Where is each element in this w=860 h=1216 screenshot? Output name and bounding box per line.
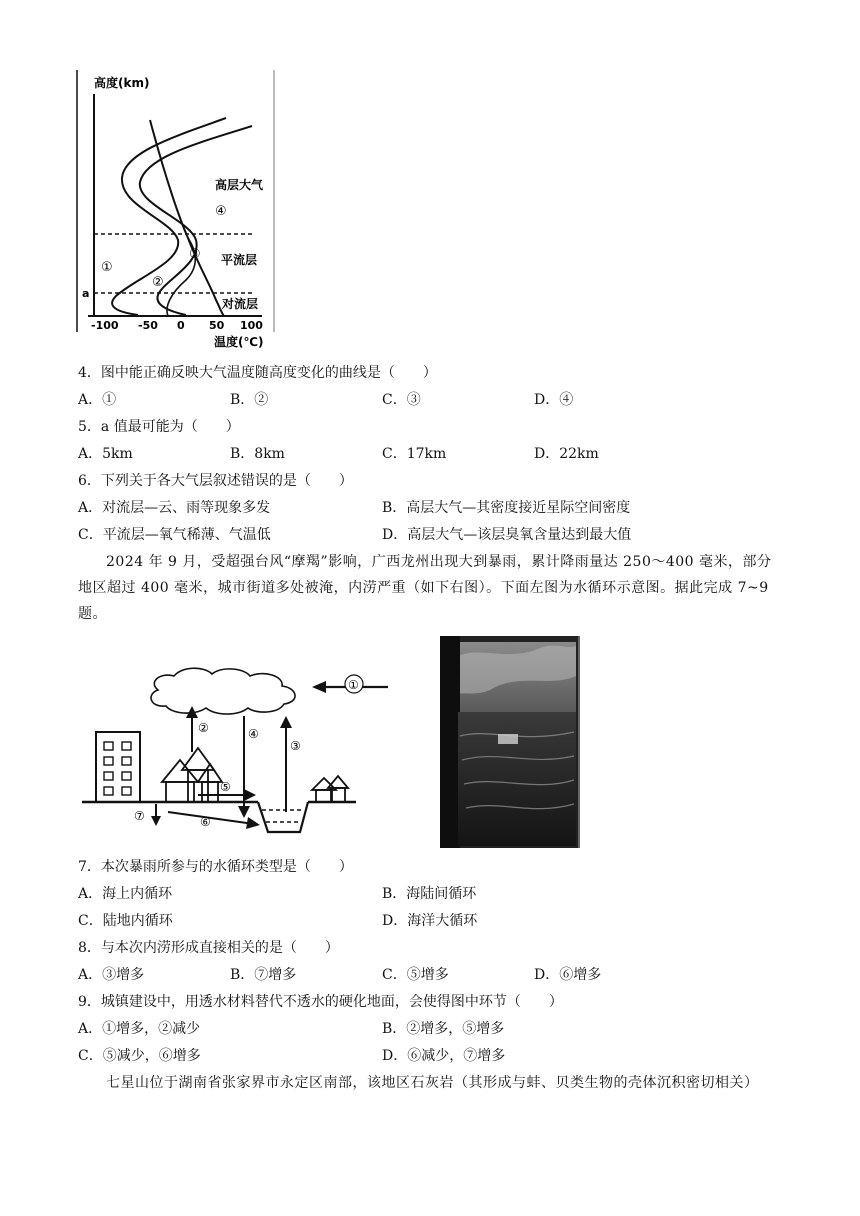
passage-qixingshan: 七星山位于湖南省张家界市永定区南部，该地区石灰岩（其形成与蚌、贝类生物的壳体沉积密切相关） <box>106 1075 759 1091</box>
tick-a-label: a <box>82 287 90 300</box>
q7-option-d: D．海洋大循环 <box>382 913 478 929</box>
passage-typhoon: 2024 年 9 月，受超强台风“摩羯”影响，广西龙州出现大到暴雨，累计降雨量达 250～400 毫米，部分地区超过 400 毫米，城市街道多处被淹，内涝严重（如下右图）。下面左图为水循环示意图。据此完成 7~9 题。 <box>78 554 772 622</box>
layer-label-stratosphere: 平流层 <box>221 253 258 267</box>
arrow-6-head <box>246 817 260 829</box>
arrow-1-head <box>312 681 326 693</box>
layer-label-upper: 高层大气 <box>215 178 264 192</box>
cloud <box>151 668 295 714</box>
curve-label-2: ② <box>152 275 164 290</box>
q9-option-a: A．①增多，②减少 <box>78 1021 201 1037</box>
label-3: ③ <box>290 739 301 753</box>
building-window <box>122 757 131 765</box>
q4-option-c: C．③ <box>382 392 421 408</box>
label-2: ② <box>198 721 209 735</box>
curve-label-1: ① <box>101 260 113 275</box>
label-6: ⑥ <box>200 815 211 829</box>
arrow-5-head <box>244 789 256 801</box>
q8-option-d: D．⑥增多 <box>534 967 602 983</box>
q5-option-d: D．22km <box>534 446 599 462</box>
house-body <box>166 782 194 802</box>
x-tick-label: -50 <box>138 319 158 332</box>
label-5: ⑤ <box>220 780 231 794</box>
arrow-6 <box>168 812 254 824</box>
x-tick-label: 0 <box>177 319 185 332</box>
building-window <box>104 757 113 765</box>
arrow-7-head <box>151 816 161 826</box>
photo-building-left <box>440 636 460 848</box>
q8-stem: 8．与本次内涝形成直接相关的是（ ） <box>78 940 339 956</box>
label-1: ① <box>348 678 359 692</box>
q9-option-b: B．②增多，⑤增多 <box>382 1021 505 1037</box>
q5-stem: 5．a 值最可能为（ ） <box>78 419 240 435</box>
q9-stem: 9．城镇建设中，用透水材料替代不透水的硬化地面，会使得图中环节（ ） <box>78 994 563 1010</box>
atmosphere-chart-svg <box>76 70 276 352</box>
building-window <box>122 772 131 780</box>
curve-label-3: ③ <box>189 247 201 262</box>
q7-option-a: A．海上内循环 <box>78 886 173 902</box>
q6-option-c: C．平流层—氧气稀薄、气温低 <box>78 527 271 543</box>
q7-option-c: C．陆地内循环 <box>78 913 173 929</box>
label-7: ⑦ <box>134 809 145 823</box>
q4-stem: 4．图中能正确反映大气温度随高度变化的曲线是（ ） <box>78 365 437 381</box>
curve-label-4: ④ <box>215 204 227 219</box>
water-body <box>258 802 308 832</box>
building <box>96 732 140 802</box>
label-4: ④ <box>248 727 259 741</box>
building-window <box>104 772 113 780</box>
q6-option-b: B．高层大气—其密度接近星际空间密度 <box>382 500 631 516</box>
building-window <box>104 742 113 750</box>
q7-stem: 7．本次暴雨所参与的水循环类型是（ ） <box>78 859 353 875</box>
photo-border <box>578 636 580 848</box>
q9-option-d: D．⑥减少，⑦增多 <box>382 1048 506 1064</box>
building-window <box>104 787 113 795</box>
q4-option-a: A．① <box>78 392 117 408</box>
house-roof <box>162 760 198 782</box>
q4-option-b: B．② <box>230 392 269 408</box>
q6-stem: 6．下列关于各大气层叙述错误的是（ ） <box>78 473 353 489</box>
building-window <box>122 787 131 795</box>
q4-option-d: D．④ <box>534 392 574 408</box>
q5-option-b: B．8km <box>230 446 285 462</box>
q5-option-a: A．5km <box>78 446 133 462</box>
house-roof <box>198 764 222 782</box>
x-tick-label: -100 <box>91 319 119 332</box>
building-window <box>122 742 131 750</box>
y-axis-label: 高度(km) <box>94 76 150 90</box>
photo-submerged-car <box>498 734 518 744</box>
q6-option-a: A．对流层—云、雨等现象多发 <box>78 500 271 516</box>
q8-option-b: B．⑦增多 <box>230 967 297 983</box>
arrow-3-head <box>280 716 292 728</box>
q5-option-c: C．17km <box>382 446 447 462</box>
q7-option-b: B．海陆间循环 <box>382 886 477 902</box>
q6-option-d: D．高层大气—该层臭氧含量达到最大值 <box>382 527 632 543</box>
house-body <box>316 790 332 802</box>
water-cycle-diagram <box>78 632 438 847</box>
flood-photo <box>440 636 580 848</box>
x-axis-label: 温度(℃) <box>214 335 264 349</box>
q8-option-a: A．③增多 <box>78 967 145 983</box>
q8-option-c: C．⑤增多 <box>382 967 449 983</box>
layer-label-troposphere: 对流层 <box>222 297 259 311</box>
water-cycle-svg <box>78 632 438 847</box>
house-body <box>202 782 218 802</box>
atmosphere-temperature-chart <box>76 70 276 352</box>
x-tick-label: 50 <box>209 319 225 332</box>
arrow-4-head <box>238 806 250 818</box>
photo-floodwater <box>458 712 576 846</box>
x-tick-label: 100 <box>240 319 263 332</box>
q9-option-c: C．⑤减少，⑥增多 <box>78 1048 201 1064</box>
flood-photo-svg <box>440 636 580 848</box>
